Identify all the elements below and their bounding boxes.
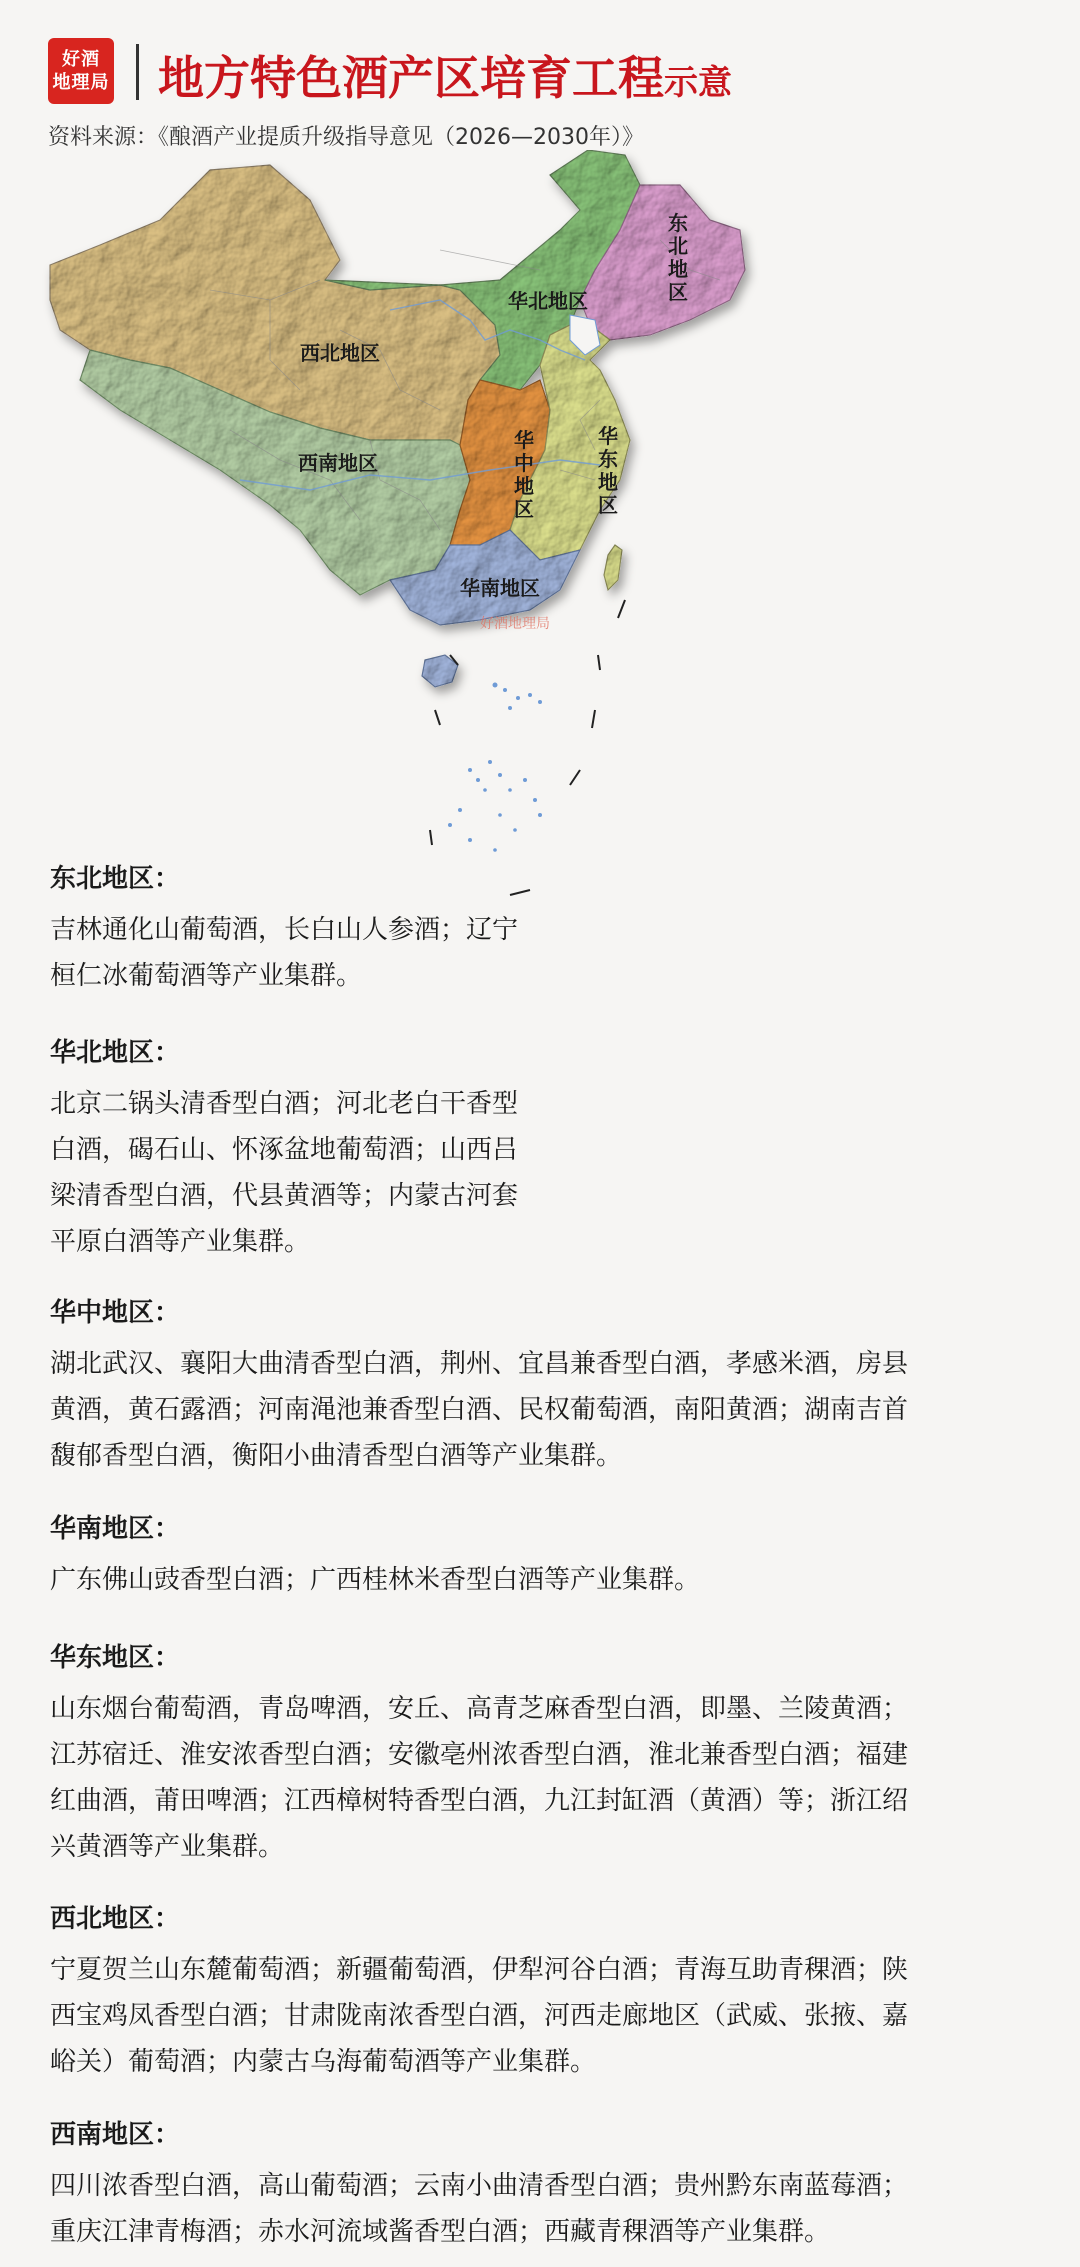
label-huadong-3: 地 (598, 470, 618, 494)
section-title: 华北地区： (50, 1038, 181, 1068)
section-title: 华中地区： (50, 1298, 181, 1328)
title-main: 地方特色酒产区培育工程 (158, 51, 664, 105)
section-title: 东北地区： (50, 864, 181, 894)
label-huazhong-4: 区 (514, 497, 534, 521)
section-line: 吉林通化山葡萄酒，长白山人参酒；辽宁 (50, 915, 519, 945)
label-huadong-2: 东 (598, 447, 618, 471)
label-huadong-4: 区 (598, 493, 618, 517)
section-line: 宁夏贺兰山东麓葡萄酒；新疆葡萄酒，伊犁河谷白酒；青海互助青稞酒；陕 (50, 1955, 909, 1985)
nine-dash-line (430, 600, 625, 895)
logo-line-2: 地理局 (52, 72, 110, 93)
section-line: 江苏宿迁、淮安浓香型白酒；安徽亳州浓香型白酒，淮北兼香型白酒；福建 (50, 1740, 909, 1770)
section-line: 兴黄酒等产业集群。 (50, 1832, 285, 1862)
section-line: 广东佛山豉香型白酒；广西桂林米香型白酒等产业集群。 (50, 1565, 701, 1595)
section-line: 四川浓香型白酒，高山葡萄酒；云南小曲清香型白酒；贵州黔东南蓝莓酒； (50, 2171, 909, 2201)
section-huadong (50, 1637, 1040, 1870)
section-huazhong (50, 1292, 1040, 1479)
title-divider (136, 44, 139, 100)
south-sea-islands (448, 683, 542, 852)
page-title (158, 42, 732, 108)
source-note: 资料来源：《酿酒产业提质升级指导意见（2026—2030年）》 (48, 125, 644, 150)
section-line: 白酒，碣石山、怀涿盆地葡萄酒；山西吕 (50, 1135, 519, 1165)
section-line: 黄酒，黄石露酒；河南渑池兼香型白酒、民权葡萄酒，南阳黄酒；湖南吉首 (50, 1395, 909, 1425)
section-xinan (50, 2114, 1040, 2255)
header (48, 38, 1048, 108)
label-huabei: 华北地区 (508, 289, 588, 313)
label-huanan: 华南地区 (460, 576, 540, 600)
brand-logo (48, 38, 114, 104)
section-line: 馥郁香型白酒，衡阳小曲清香型白酒等产业集群。 (50, 1441, 623, 1471)
label-dongbei-1: 东 (668, 211, 688, 235)
section-line: 平原白酒等产业集群。 (50, 1227, 311, 1257)
section-line: 湖北武汉、襄阳大曲清香型白酒，荆州、宜昌兼香型白酒，孝感米酒，房县 (50, 1349, 909, 1379)
island-taiwan (604, 545, 622, 590)
section-title: 西北地区： (50, 1904, 181, 1934)
label-dongbei-2: 北 (668, 234, 688, 258)
section-line: 重庆江津青梅酒；赤水河流域酱香型白酒；西藏青稞酒等产业集群。 (50, 2217, 831, 2247)
label-huazhong-1: 华 (514, 428, 534, 452)
section-title: 华东地区： (50, 1643, 181, 1673)
label-dongbei-3: 地 (668, 257, 688, 281)
label-huazhong-3: 地 (514, 474, 534, 498)
label-xibei: 西北地区 (300, 341, 380, 365)
label-xinan: 西南地区 (298, 451, 378, 475)
section-dongbei (50, 858, 1040, 999)
section-line: 梁清香型白酒，代县黄酒等；内蒙古河套 (50, 1181, 519, 1211)
section-line: 峪关）葡萄酒；内蒙古乌海葡萄酒等产业集群。 (50, 2047, 597, 2077)
label-huadong-1: 华 (598, 424, 618, 448)
section-line: 山东烟台葡萄酒，青岛啤酒，安丘、高青芝麻香型白酒，即墨、兰陵黄酒； (50, 1694, 909, 1724)
section-line: 红曲酒，莆田啤酒；江西樟树特香型白酒，九江封缸酒（黄酒）等；浙江绍 (50, 1786, 909, 1816)
map-watermark: 好酒地理局 (480, 616, 550, 632)
section-title: 西南地区： (50, 2120, 181, 2150)
section-huanan (50, 1508, 1040, 1603)
section-xibei (50, 1898, 1040, 2085)
map-land (50, 150, 745, 687)
section-huabei (50, 1032, 1040, 1265)
section-line: 北京二锅头清香型白酒；河北老白干香型 (50, 1089, 519, 1119)
section-line: 桓仁冰葡萄酒等产业集群。 (50, 961, 363, 991)
logo-line-1: 好酒 (62, 49, 100, 70)
section-line: 西宝鸡凤香型白酒；甘肃陇南浓香型白酒，河西走廊地区（武威、张掖、嘉 (50, 2001, 909, 2031)
section-title: 华南地区： (50, 1514, 181, 1544)
title-suffix: 示意 (664, 63, 732, 103)
label-huazhong-2: 中 (514, 451, 534, 475)
label-dongbei-4: 区 (668, 280, 688, 304)
